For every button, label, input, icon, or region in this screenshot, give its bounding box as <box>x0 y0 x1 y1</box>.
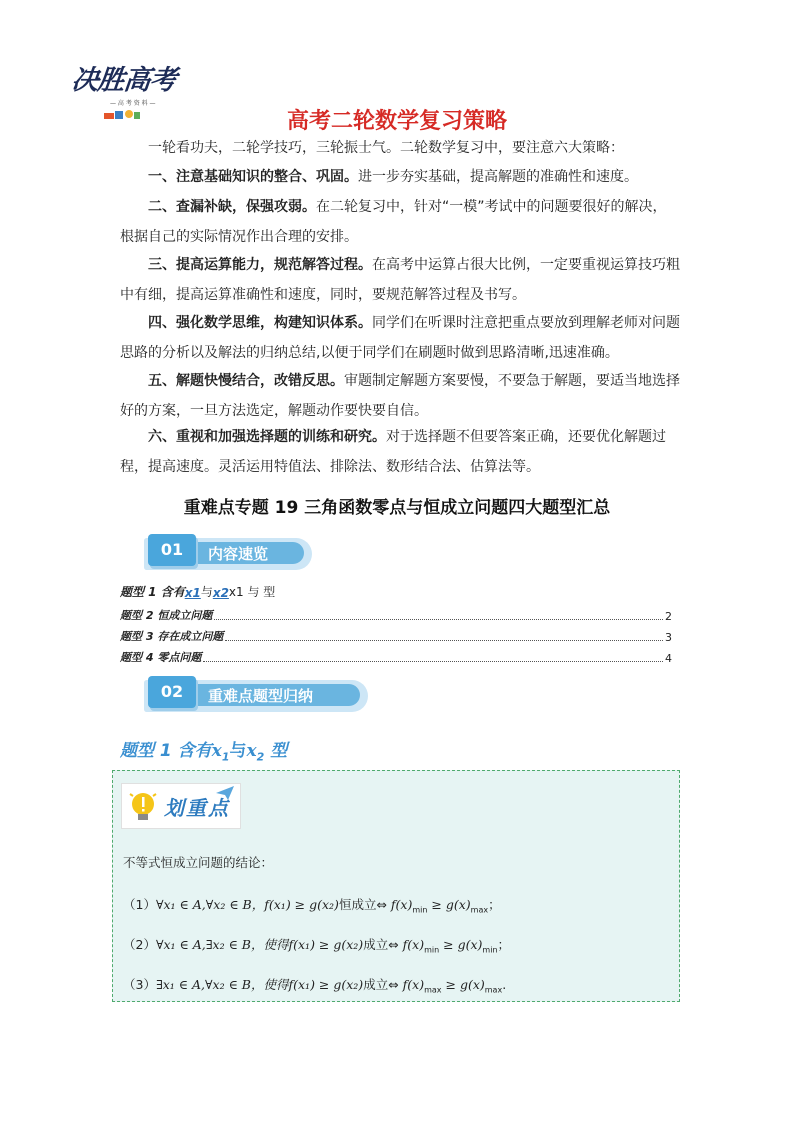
banner-number: 02 <box>148 676 196 708</box>
badge-label: 划重点 <box>164 796 230 820</box>
key-points-box <box>112 770 680 1002</box>
strategy-5: 五、解题快慢结合，改错反思。审题制定解题方案要慢，不要急于解题，要适当地选择好的方案，一旦方法选定，解题动作要快要自信。 <box>120 373 680 419</box>
banner-label: 重难点题型归纳 <box>208 687 314 705</box>
toc-item-1[interactable]: 题型 1 含有 x1 与 x2 x1 与 型 <box>120 585 276 600</box>
section-title: 重难点专题 19 三角函数零点与恒成立问题四大题型汇总 <box>183 498 611 518</box>
paper-plane-icon <box>216 786 234 800</box>
toc-item-2[interactable]: 题型 2 恒成立问题 2 <box>120 609 672 623</box>
logo-text: 决胜高考 <box>70 65 178 96</box>
strategy-2: 二、查漏补缺，保强攻弱。在二轮复习中，针对“一模”考试中的问题要很好的解决，根据自己的实际情况作出合理的安排。 <box>120 199 667 245</box>
key-item-3: （3）∃x₁ ∈ A,∀x₂ ∈ B，使得f(x₁) ≥ g(x₂)成立⇔ $f(x)_{max} \ge g(x)_{max}$. <box>123 977 507 995</box>
table-of-contents <box>120 583 672 663</box>
lightbulb-icon <box>128 790 158 824</box>
type-heading: 题型 1 含有$x_1$与$x_2$ 型 <box>120 741 288 764</box>
key-item-1: （1）∀x₁ ∈ A,∀x₂ ∈ B，f(x₁) ≥ g(x₂)恒成立⇔ $f(x)_{min} \ge g(x)_{max}$； <box>123 897 501 915</box>
banner-key-types <box>128 676 313 716</box>
strategy-4: 四、强化数学思维，构建知识体系。同学们在听课时注意把重点要放到理解老师对问题思路的分析以及解法的归纳总结,以便于同学们在刷题时做到思路清晰,迅速准确。 <box>120 315 680 361</box>
strategy-intro: 一轮看功夫，二轮学技巧，三轮振士气。二轮数学复习中，要注意六大策略： <box>148 140 624 156</box>
banner-contents <box>128 534 313 574</box>
banner-number: 01 <box>148 534 196 566</box>
strategy-6: 六、重视和加强选择题的训练和研究。对于选择题不但要答案正确，还要优化解题过程，提高速度。灵活运用特值法、排除法、数形结合法、估算法等。 <box>120 429 666 475</box>
key-item-2: （2）∀x₁ ∈ A,∃x₂ ∈ B，使得f(x₁) ≥ g(x₂)成立⇔ $f(x)_{min} \ge g(x)_{min}$； <box>123 937 511 955</box>
key-intro: 不等式恒成立问题的结论： <box>123 855 274 870</box>
strategy-1: 一、注意基础知识的整合、巩固。进一步夯实基础，提高解题的准确性和速度。 <box>148 169 638 185</box>
key-points-badge <box>121 783 241 829</box>
strategy-3: 三、提高运算能力，规范解答过程。在高考中运算占很大比例，一定要重视运算技巧粗中有细，提高运算准确性和速度，同时，要规范解答过程及书写。 <box>120 257 680 303</box>
page-title: 高考二轮数学复习策略 <box>286 109 507 134</box>
toc-item-3[interactable]: 题型 3 存在成立问题 3 <box>120 630 672 644</box>
logo-subtitle: — 高 考 资 料 — <box>110 100 156 107</box>
banner-label: 内容速览 <box>208 545 269 563</box>
toc-item-4[interactable]: 题型 4 零点问题 4 <box>120 651 672 665</box>
